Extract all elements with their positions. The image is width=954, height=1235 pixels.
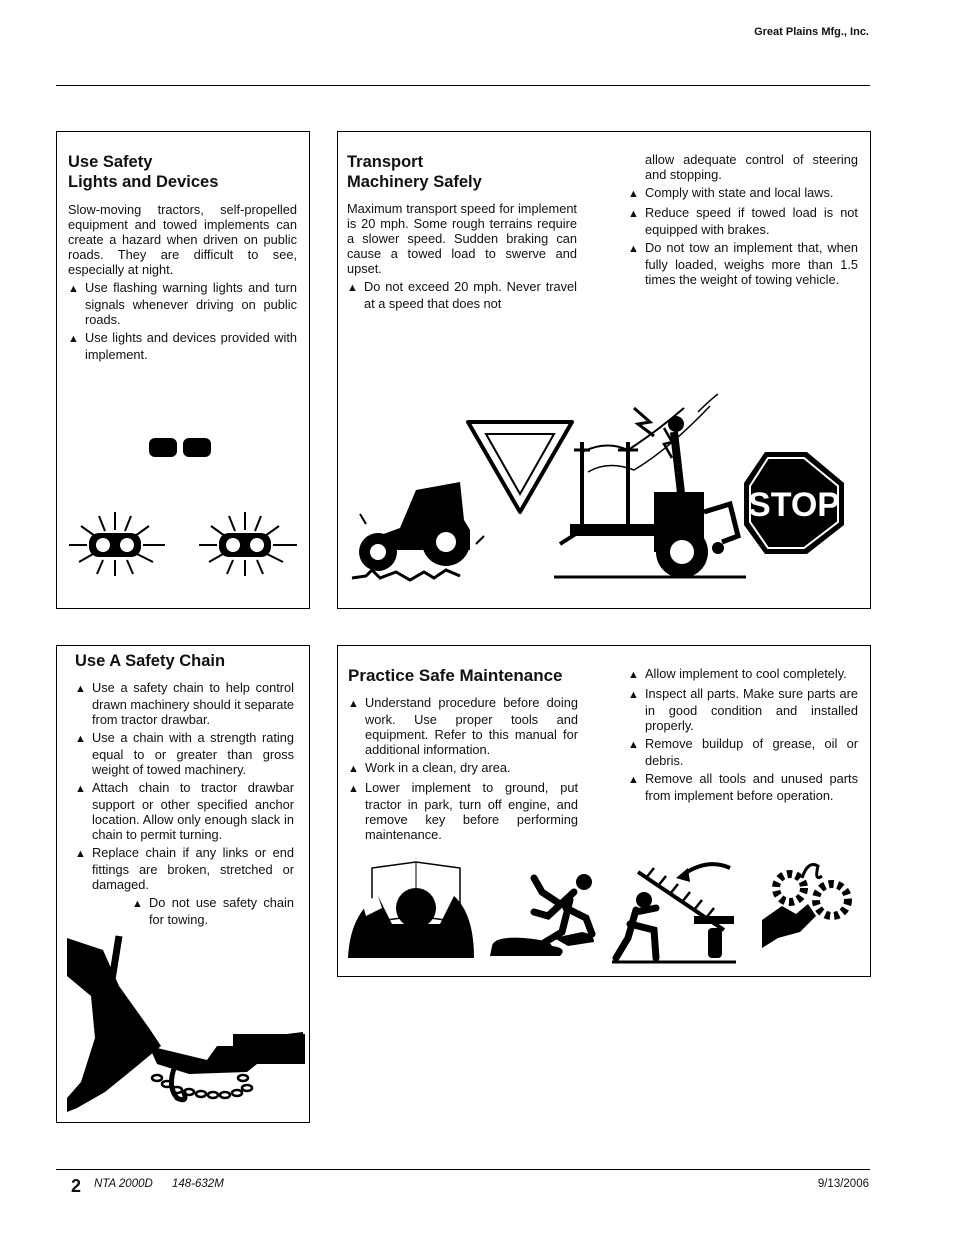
transport-intro: Maximum transport speed for implement is 20 mph. Some rough terrains require a slower speed. Sudden braking can cause a towed load to swerve and upset. <box>347 201 577 276</box>
transport-bullet-1: ▲ Do not exceed 20 mph. Never travel at a speed that does not <box>347 279 577 311</box>
bullet-triangle: ▲ <box>75 783 86 795</box>
lights-bullet-2: ▲ Use lights and devices provided with implement. <box>68 330 297 362</box>
bullet-triangle: ▲ <box>75 848 86 860</box>
transport-section <box>337 131 871 609</box>
bullet-triangle: ▲ <box>628 774 639 786</box>
maintenance-bullet-7: ▲ Remove all tools and unused parts from implement before operation. <box>628 771 858 803</box>
bullet-triangle: ▲ <box>628 669 639 681</box>
bullet-triangle: ▲ <box>132 898 143 910</box>
maintenance-bullet-5: ▲ Inspect all parts. Make sure parts are in good condition and installed properly. <box>628 686 858 733</box>
stop-sign-text: STOP <box>748 486 840 524</box>
transport-bullet-2: ▲ Comply with state and local laws. <box>628 185 834 200</box>
maintenance-bullet-6: ▲ Remove buildup of grease, oil or debris. <box>628 736 858 768</box>
transport-illustration <box>338 132 872 610</box>
bullet-triangle: ▲ <box>347 282 358 294</box>
chain-bullet-1: ▲ Use a safety chain to help control drawn machinery should it separate from tractor drawbar. <box>75 680 295 727</box>
bullet-triangle: ▲ <box>348 698 359 710</box>
bullet-triangle: ▲ <box>628 243 639 255</box>
flashing-light-left-icon <box>69 512 165 576</box>
warning-lights-icon <box>57 132 311 610</box>
maintenance-bullet-3: ▲ Lower implement to ground, put tractor in park, turn off engine, and remove key before performing maintenance. <box>348 780 578 842</box>
page-number: 2 <box>71 1176 82 1196</box>
transport-continuation: allow adequate control of steering and stopping. <box>645 152 858 182</box>
transport-bullet-4: ▲ Do not tow an implement that, when fully loaded, weighs more than 1.5 times the weight of towing vehicle. <box>628 240 858 287</box>
bullet-triangle: ▲ <box>628 739 639 751</box>
transport-title-2: Machinery Safely <box>347 173 482 191</box>
maintenance-illustration <box>338 646 872 978</box>
lights-title-2: Lights and Devices <box>68 173 219 191</box>
transport-bullet-3: ▲ Reduce speed if towed load is not equipped with brakes. <box>628 205 858 237</box>
company-name: Great Plains Mfg., Inc. <box>754 26 869 38</box>
transport-title-1: Transport <box>347 153 424 171</box>
bullet-triangle: ▲ <box>628 208 639 220</box>
stop-sign-icon <box>744 452 844 554</box>
bullet-triangle: ▲ <box>68 333 79 345</box>
footer-date: 9/13/2006 <box>817 1178 869 1190</box>
crush-hazard-icon <box>612 864 736 962</box>
bullet-triangle: ▲ <box>68 283 79 295</box>
lights-intro: Slow-moving tractors, self-propelled equipment and towed implements can create a hazard when driven on public roads. They are difficult to see, especially at night. <box>68 202 297 277</box>
maintenance-bullet-4: ▲ Allow implement to cool completely. <box>628 666 847 681</box>
bullet-triangle: ▲ <box>628 188 639 200</box>
maintenance-bullet-2: ▲ Work in a clean, dry area. <box>348 760 511 775</box>
chain-title: Use A Safety Chain <box>75 652 226 670</box>
read-manual-icon <box>348 862 474 958</box>
footer-model: NTA 2000D <box>94 1178 153 1190</box>
flashing-light-right-icon <box>199 512 297 576</box>
safety-chain-illustration <box>57 646 311 1124</box>
chain-bullet-5: ▲ Do not use safety chain for towing. <box>132 895 294 927</box>
maintenance-section <box>337 645 871 977</box>
header-rule <box>56 85 870 86</box>
slip-hazard-icon <box>490 874 594 956</box>
tractor-icon <box>352 482 484 580</box>
bullet-triangle: ▲ <box>75 733 86 745</box>
lights-title-1: Use Safety <box>68 153 153 171</box>
entanglement-hazard-icon <box>762 865 848 949</box>
chain-bullet-3: ▲ Attach chain to tractor drawbar support or other specified anchor location. Allow only enough slack in chain to permit turning. <box>75 780 294 842</box>
bullet-triangle: ▲ <box>628 689 639 701</box>
bullet-triangle: ▲ <box>75 683 86 695</box>
footer-part-number: 148-632M <box>172 1178 224 1190</box>
bullet-triangle: ▲ <box>348 783 359 795</box>
footer-rule <box>56 1169 870 1170</box>
lights-section <box>56 131 310 609</box>
chain-section <box>56 645 310 1123</box>
maintenance-title: Practice Safe Maintenance <box>348 666 563 685</box>
chain-bullet-2: ▲ Use a chain with a strength rating equal to or greater than gross weight of towed machinery. <box>75 730 294 777</box>
maintenance-bullet-1: ▲ Understand procedure before doing work. Use proper tools and equipment. Refer to this manual for additional information. <box>348 695 578 757</box>
chain-bullet-4: ▲ Replace chain if any links or end fittings are broken, stretched or damaged. <box>75 845 294 892</box>
bullet-triangle: ▲ <box>348 763 359 775</box>
yield-sign-icon <box>468 422 572 512</box>
lights-bullet-1: ▲ Use flashing warning lights and turn signals whenever driving on public roads. <box>68 280 297 327</box>
